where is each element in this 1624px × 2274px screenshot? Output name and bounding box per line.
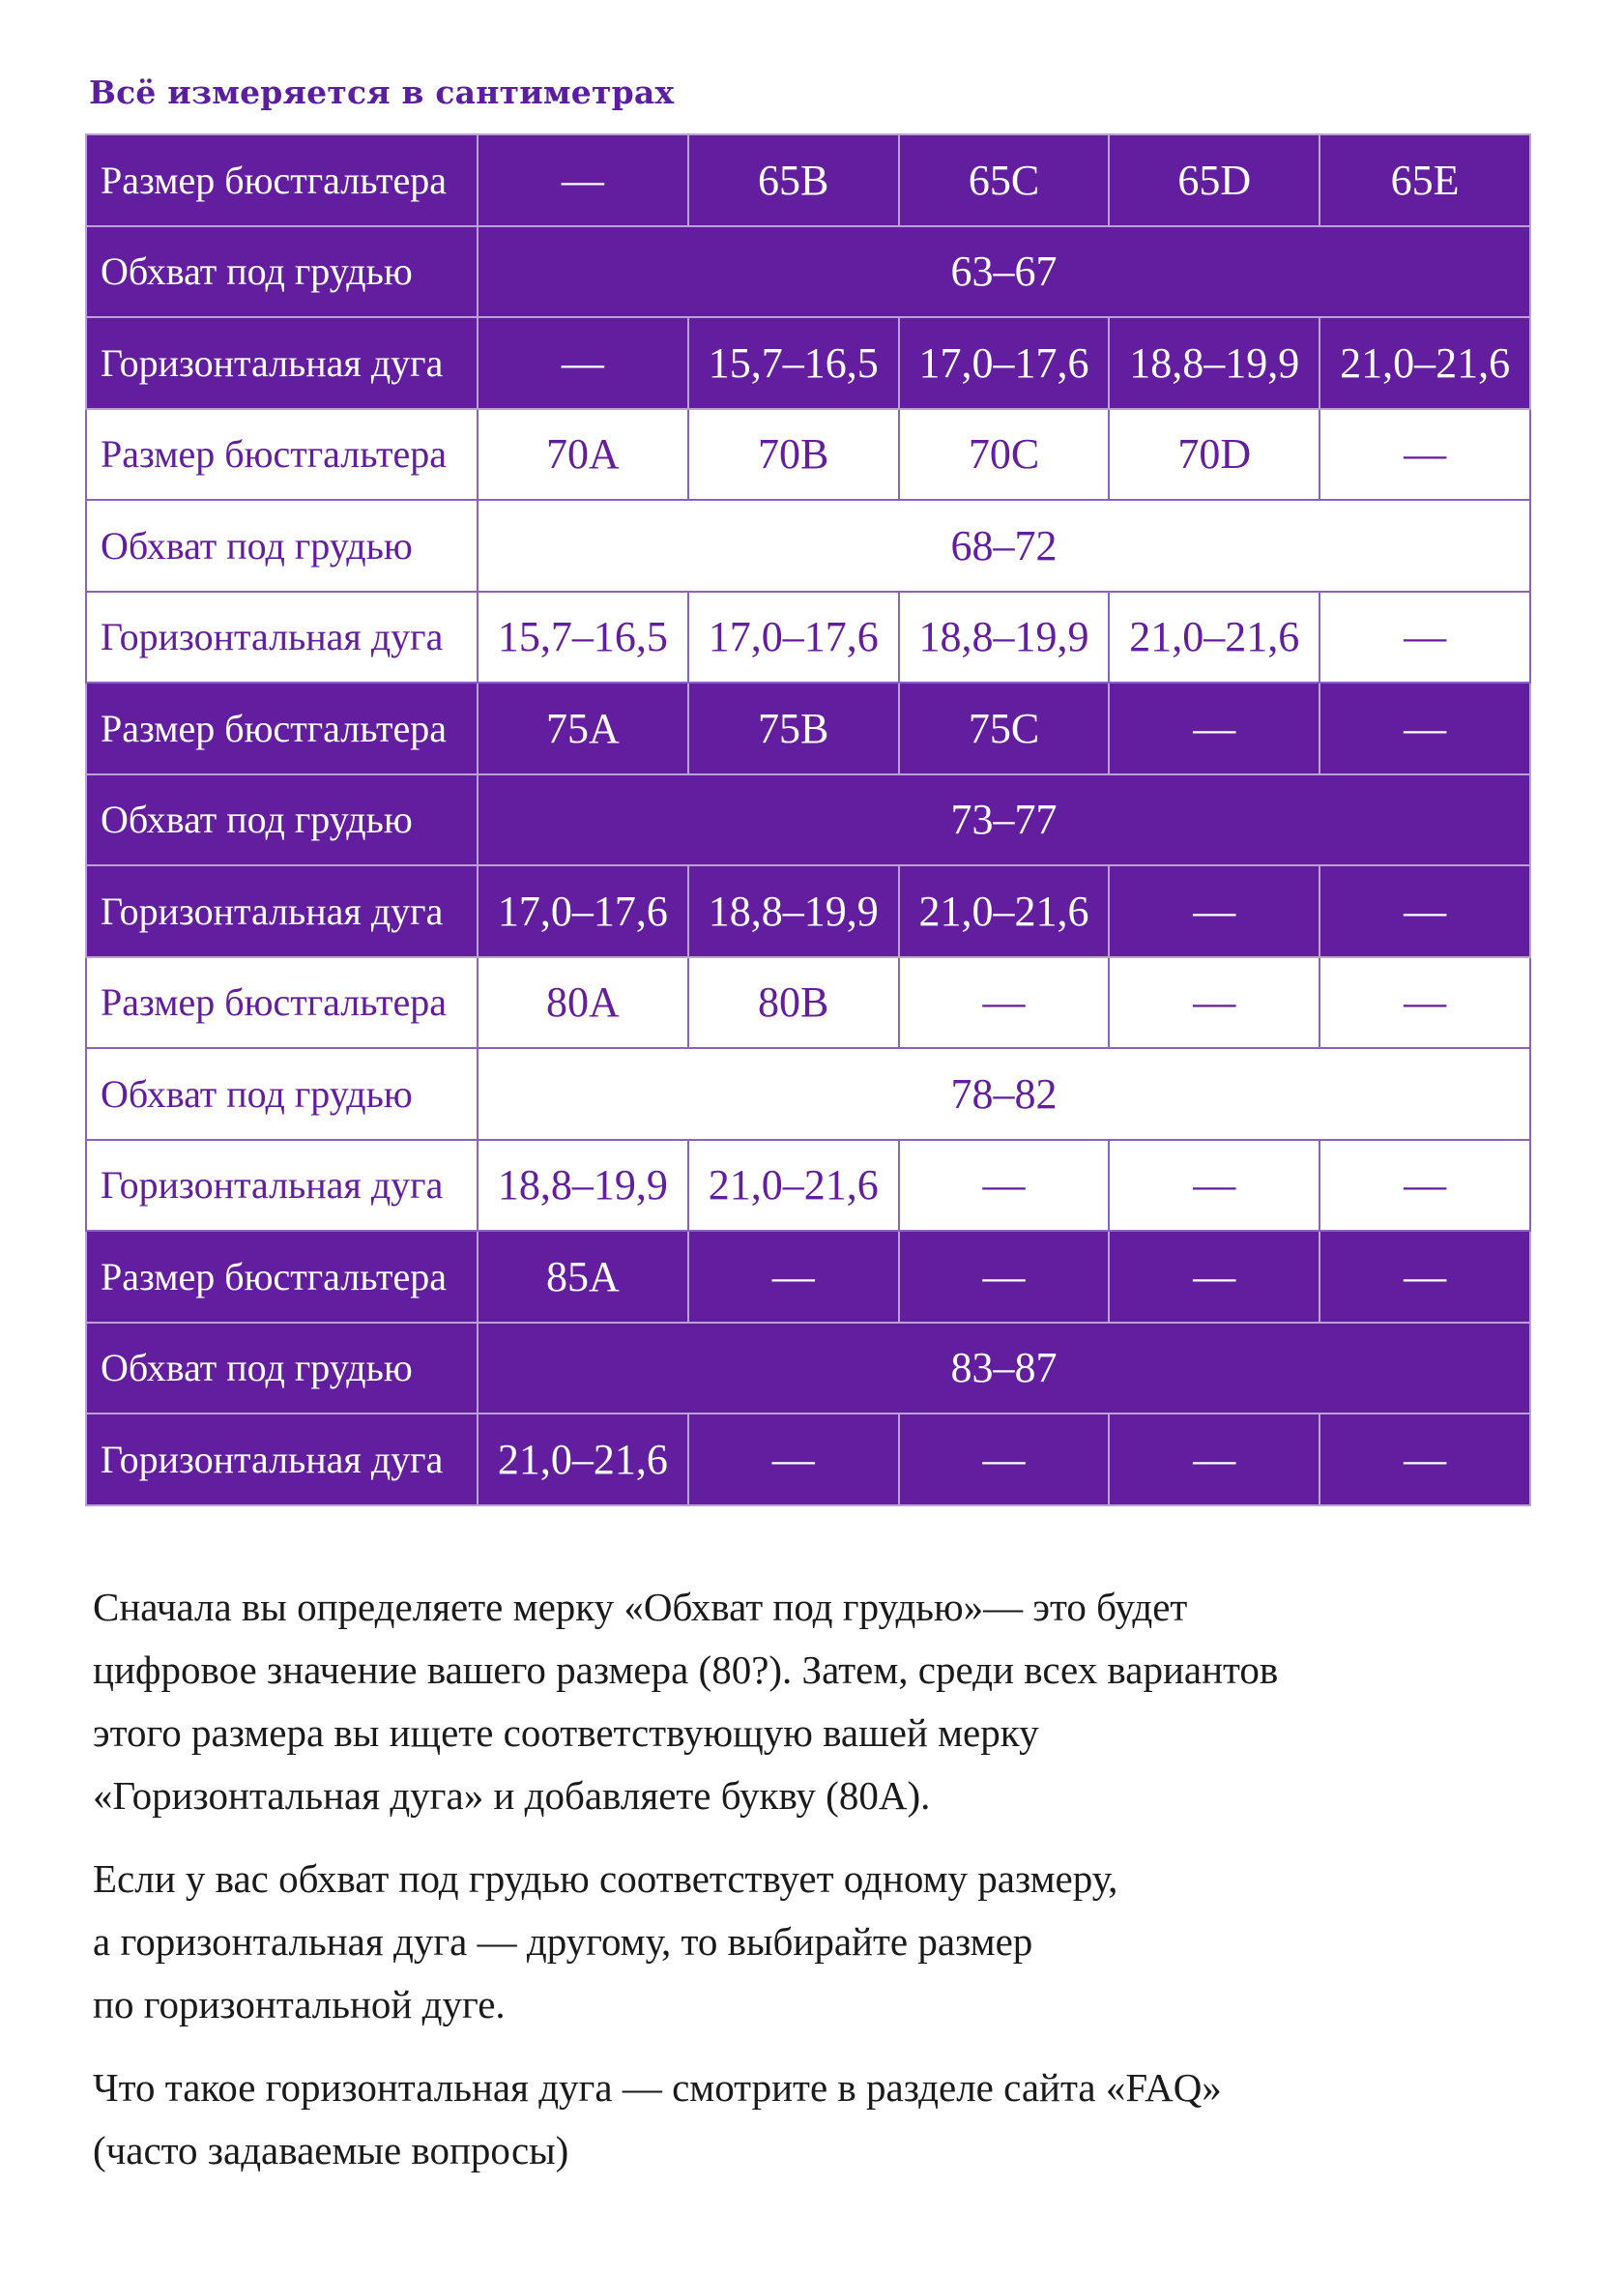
- arc-row-label: Горизонтальная дуга: [86, 1414, 478, 1505]
- size-chart-body: [86, 134, 1530, 1505]
- size-row-label: Размер бюстгальтера: [86, 134, 478, 226]
- arc-cell: —: [688, 1414, 899, 1505]
- size-cell: —: [478, 134, 688, 226]
- size-cell: 80A: [478, 957, 688, 1049]
- instruction-paragraph-3: [93, 2056, 1543, 2182]
- instructions: [93, 1576, 1543, 2202]
- arc-cell: —: [1320, 1414, 1530, 1505]
- size-row-label: Размер бюстгальтера: [86, 1231, 478, 1323]
- size-cell: 80B: [688, 957, 899, 1049]
- arc-row: [86, 1140, 1530, 1232]
- arc-cell: —: [1320, 592, 1530, 684]
- underbust-row-label: Обхват под грудью: [86, 774, 478, 866]
- underbust-row: [86, 226, 1530, 318]
- size-cell: 70D: [1109, 409, 1320, 501]
- arc-cell: 21,0–21,6: [478, 1414, 688, 1505]
- size-cell: —: [1109, 957, 1320, 1049]
- size-row: [86, 409, 1530, 501]
- size-cell: —: [1320, 409, 1530, 501]
- size-row-label: Размер бюстгальтера: [86, 957, 478, 1049]
- size-row: [86, 1231, 1530, 1323]
- table-caption: Всё измеряется в сантиметрах: [89, 73, 675, 111]
- arc-row-label: Горизонтальная дуга: [86, 317, 478, 409]
- arc-cell: 17,0–17,6: [478, 865, 688, 957]
- arc-row-label: Горизонтальная дуга: [86, 592, 478, 684]
- size-cell: 65B: [688, 134, 899, 226]
- arc-cell: 15,7–16,5: [478, 592, 688, 684]
- size-row: [86, 957, 1530, 1049]
- underbust-row: [86, 1048, 1530, 1140]
- text-line: цифровое значение вашего размера (80?). Затем, среди всех вариантов: [93, 1647, 1279, 1692]
- underbust-range-cell: 68–72: [478, 500, 1530, 592]
- size-row-label: Размер бюстгальтера: [86, 683, 478, 774]
- size-cell: 65E: [1320, 134, 1530, 226]
- size-cell: —: [1109, 683, 1320, 774]
- arc-cell: 21,0–21,6: [1109, 592, 1320, 684]
- arc-cell: —: [1109, 1140, 1320, 1232]
- text-line: «Горизонтальная дуга» и добавляете букву (80А).: [93, 1773, 931, 1818]
- underbust-range-cell: 78–82: [478, 1048, 1530, 1140]
- instruction-paragraph-2: [93, 1848, 1543, 2036]
- text-line: этого размера вы ищете соответствующую вашей мерку: [93, 1710, 1039, 1755]
- size-cell: 70C: [899, 409, 1110, 501]
- underbust-range-cell: 73–77: [478, 774, 1530, 866]
- underbust-row-label: Обхват под грудью: [86, 500, 478, 592]
- size-cell: 75A: [478, 683, 688, 774]
- underbust-range-cell: 83–87: [478, 1323, 1530, 1414]
- underbust-range-cell: 63–67: [478, 226, 1530, 318]
- arc-row-label: Горизонтальная дуга: [86, 865, 478, 957]
- arc-row-label: Горизонтальная дуга: [86, 1140, 478, 1232]
- size-row: [86, 683, 1530, 774]
- arc-row: [86, 865, 1530, 957]
- arc-row: [86, 1414, 1530, 1505]
- size-cell: 70A: [478, 409, 688, 501]
- size-cell: 75C: [899, 683, 1110, 774]
- arc-cell: —: [1320, 865, 1530, 957]
- arc-cell: 15,7–16,5: [688, 317, 899, 409]
- underbust-row-label: Обхват под грудью: [86, 1323, 478, 1414]
- arc-cell: —: [478, 317, 688, 409]
- arc-cell: 18,8–19,9: [899, 592, 1110, 684]
- underbust-row: [86, 1323, 1530, 1414]
- size-cell: —: [1109, 1231, 1320, 1323]
- arc-cell: —: [1320, 1140, 1530, 1232]
- underbust-row-label: Обхват под грудью: [86, 226, 478, 318]
- instruction-paragraph-1: [93, 1576, 1543, 1827]
- arc-row: [86, 317, 1530, 409]
- text-line: по горизонтальной дуге.: [93, 1982, 506, 2026]
- size-row-label: Размер бюстгальтера: [86, 409, 478, 501]
- text-line: Сначала вы определяете мерку «Обхват под грудью»— это будет: [93, 1585, 1188, 1629]
- size-row: [86, 134, 1530, 226]
- size-cell: 65D: [1109, 134, 1320, 226]
- size-cell: 75B: [688, 683, 899, 774]
- text-line: а горизонтальная дуга — другому, то выбирайте размер: [93, 1919, 1033, 1964]
- text-line: Что такое горизонтальная дуга — смотрите в разделе сайта «FAQ»: [93, 2065, 1222, 2110]
- size-cell: 70B: [688, 409, 899, 501]
- arc-cell: 21,0–21,6: [688, 1140, 899, 1232]
- size-cell: —: [688, 1231, 899, 1323]
- size-cell: —: [1320, 1231, 1530, 1323]
- arc-cell: —: [1109, 865, 1320, 957]
- underbust-row: [86, 500, 1530, 592]
- arc-cell: 18,8–19,9: [1109, 317, 1320, 409]
- arc-cell: —: [899, 1140, 1110, 1232]
- underbust-row-label: Обхват под грудью: [86, 1048, 478, 1140]
- size-chart-table: [85, 133, 1531, 1506]
- size-cell: —: [1320, 683, 1530, 774]
- arc-cell: 21,0–21,6: [899, 865, 1110, 957]
- size-cell: —: [899, 957, 1110, 1049]
- arc-cell: 18,8–19,9: [688, 865, 899, 957]
- arc-cell: —: [1109, 1414, 1320, 1505]
- arc-cell: 17,0–17,6: [899, 317, 1110, 409]
- size-cell: —: [899, 1231, 1110, 1323]
- size-cell: 85A: [478, 1231, 688, 1323]
- text-line: Если у вас обхват под грудью соответствует одному размеру,: [93, 1856, 1118, 1901]
- arc-cell: 18,8–19,9: [478, 1140, 688, 1232]
- size-cell: —: [1320, 957, 1530, 1049]
- arc-cell: 21,0–21,6: [1320, 317, 1530, 409]
- text-line: (часто задаваемые вопросы): [93, 2128, 569, 2172]
- arc-row: [86, 592, 1530, 684]
- underbust-row: [86, 774, 1530, 866]
- arc-cell: 17,0–17,6: [688, 592, 899, 684]
- size-cell: 65C: [899, 134, 1110, 226]
- arc-cell: —: [899, 1414, 1110, 1505]
